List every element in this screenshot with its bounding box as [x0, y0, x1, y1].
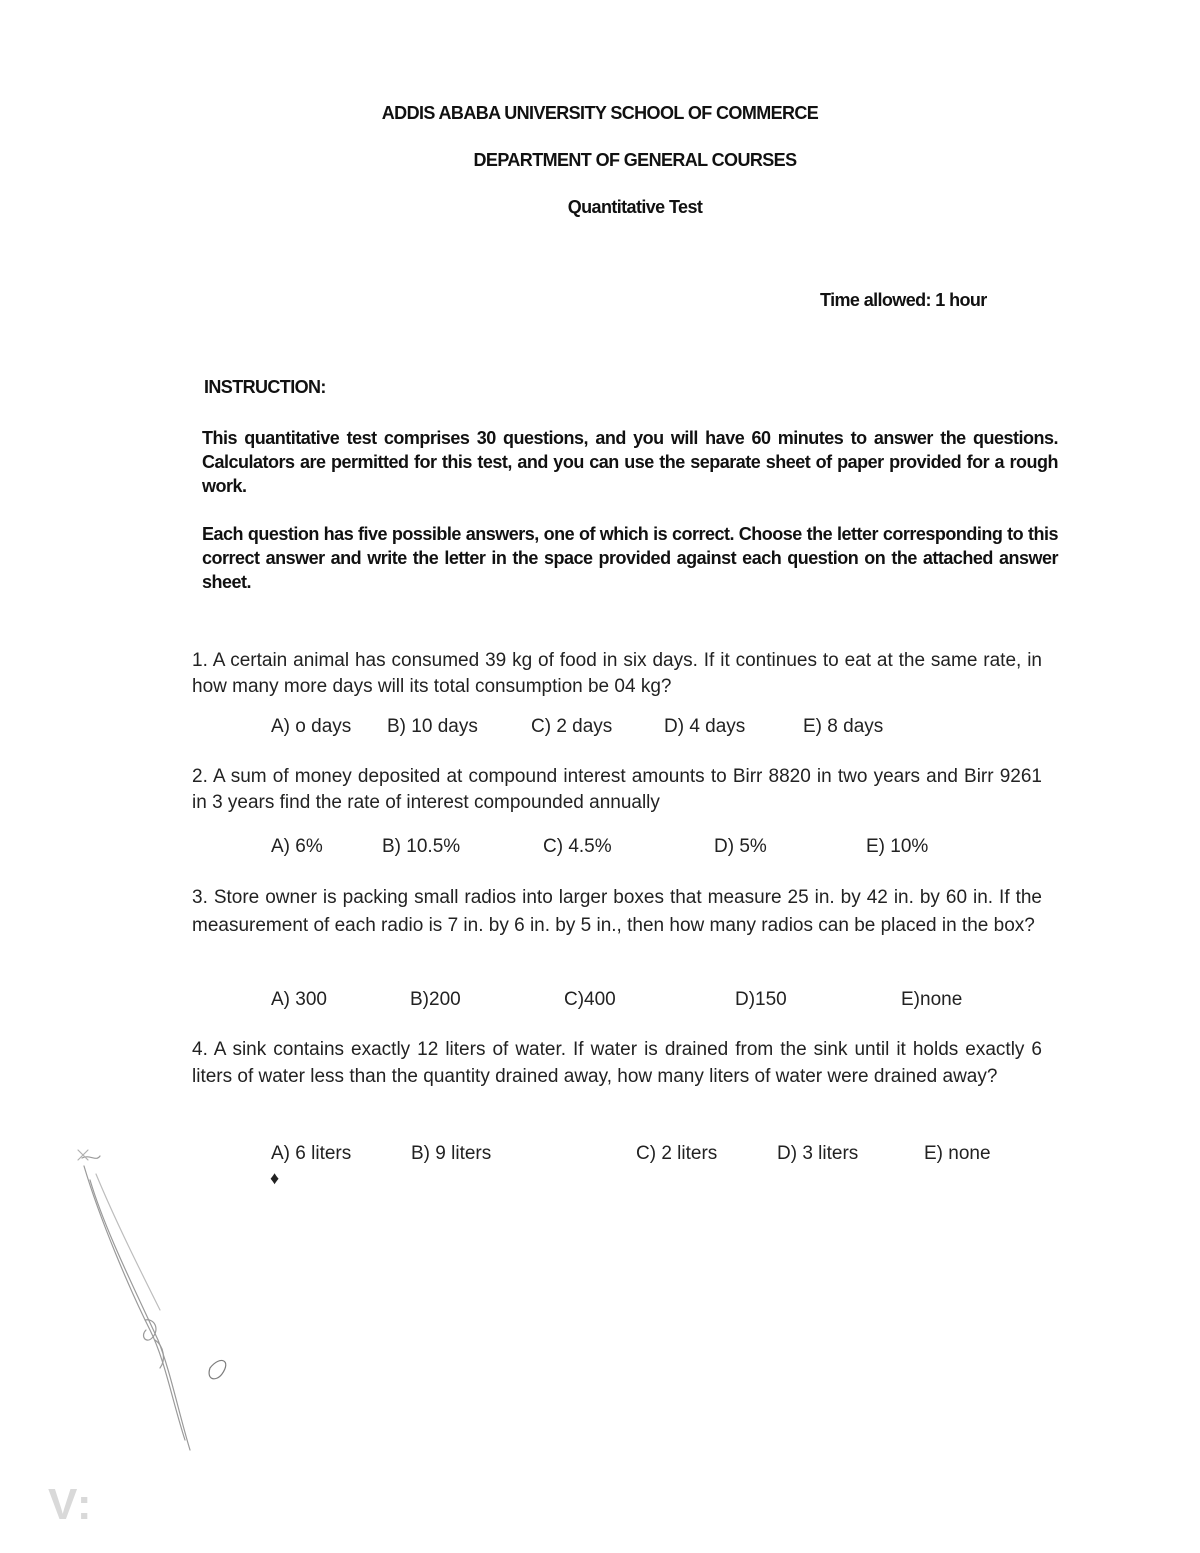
q2-option-d: D) 5% [714, 836, 767, 857]
q1-option-b: B) 10 days [387, 716, 478, 737]
q4-option-b: B) 9 liters [411, 1143, 492, 1164]
q3-option-e: E)none [901, 989, 963, 1010]
q3-option-d: D)150 [735, 989, 787, 1010]
q4-option-a: A) 6 liters [271, 1143, 352, 1164]
q1-option-c: C) 2 days [531, 716, 613, 737]
pencil-scribble [60, 1140, 240, 1460]
instruction-paragraph-1: This quantitative test comprises 30 questions, and you will have 60 minutes to answer the questions. Calculators are permitted for this test, and you can use the separate sheet of paper provided for a rough work. [202, 428, 1058, 496]
department-title: DEPARTMENT OF GENERAL COURSES [473, 150, 797, 170]
footer-watermark: V: [48, 1480, 94, 1529]
q4-option-c: C) 2 liters [636, 1143, 718, 1164]
q2-option-e: E) 10% [866, 836, 929, 857]
question-4: 4. A sink contains exactly 12 liters of water. If water is drained from the sink until it holds exactly 6 liters of water less than the quantity drained away, how many liters of water were drained away? [192, 1039, 1042, 1087]
q1-option-d: D) 4 days [664, 716, 746, 737]
q4-option-d: D) 3 liters [777, 1143, 859, 1164]
q1-option-a: A) o days [271, 716, 352, 737]
instruction-paragraph-2: Each question has five possible answers, one of which is correct. Choose the letter corresponding to this correct answer and write the letter in the space provided against each question on the attached answer sheet. [202, 524, 1058, 592]
diamond-icon: ♦ [270, 1168, 280, 1188]
question-1: 1. A certain animal has consumed 39 kg of food in six days. If it continues to eat at the same rate, in how many more days will its total consumption be 04 kg? [192, 650, 1042, 697]
q2-option-a: A) 6% [271, 836, 323, 857]
q3-option-a: A) 300 [271, 989, 327, 1010]
q2-option-c: C) 4.5% [543, 836, 612, 857]
question-2: 2. A sum of money deposited at compound interest amounts to Birr 8820 in two years and Birr 9261 in 3 years find the rate of interest compounded annually [192, 766, 1042, 813]
time-allowed: Time allowed: 1 hour [820, 290, 987, 310]
instruction-label: INSTRUCTION: [204, 377, 326, 397]
q2-option-b: B) 10.5% [382, 836, 461, 857]
q1-option-e: E) 8 days [803, 716, 884, 737]
test-title: Quantitative Test [567, 197, 703, 217]
q3-option-c: C)400 [564, 989, 616, 1010]
q3-option-b: B)200 [410, 989, 461, 1010]
q4-option-e: E) none [924, 1143, 991, 1164]
university-title: ADDIS ABABA UNIVERSITY SCHOOL OF COMMERCE [381, 103, 819, 123]
question-3: 3. Store owner is packing small radios into larger boxes that measure 25 in. by 42 in. by 60 in. If the measurement of each radio is 7 in. by 6 in. by 5 in., then how many radios can be placed in the box? [192, 887, 1042, 936]
